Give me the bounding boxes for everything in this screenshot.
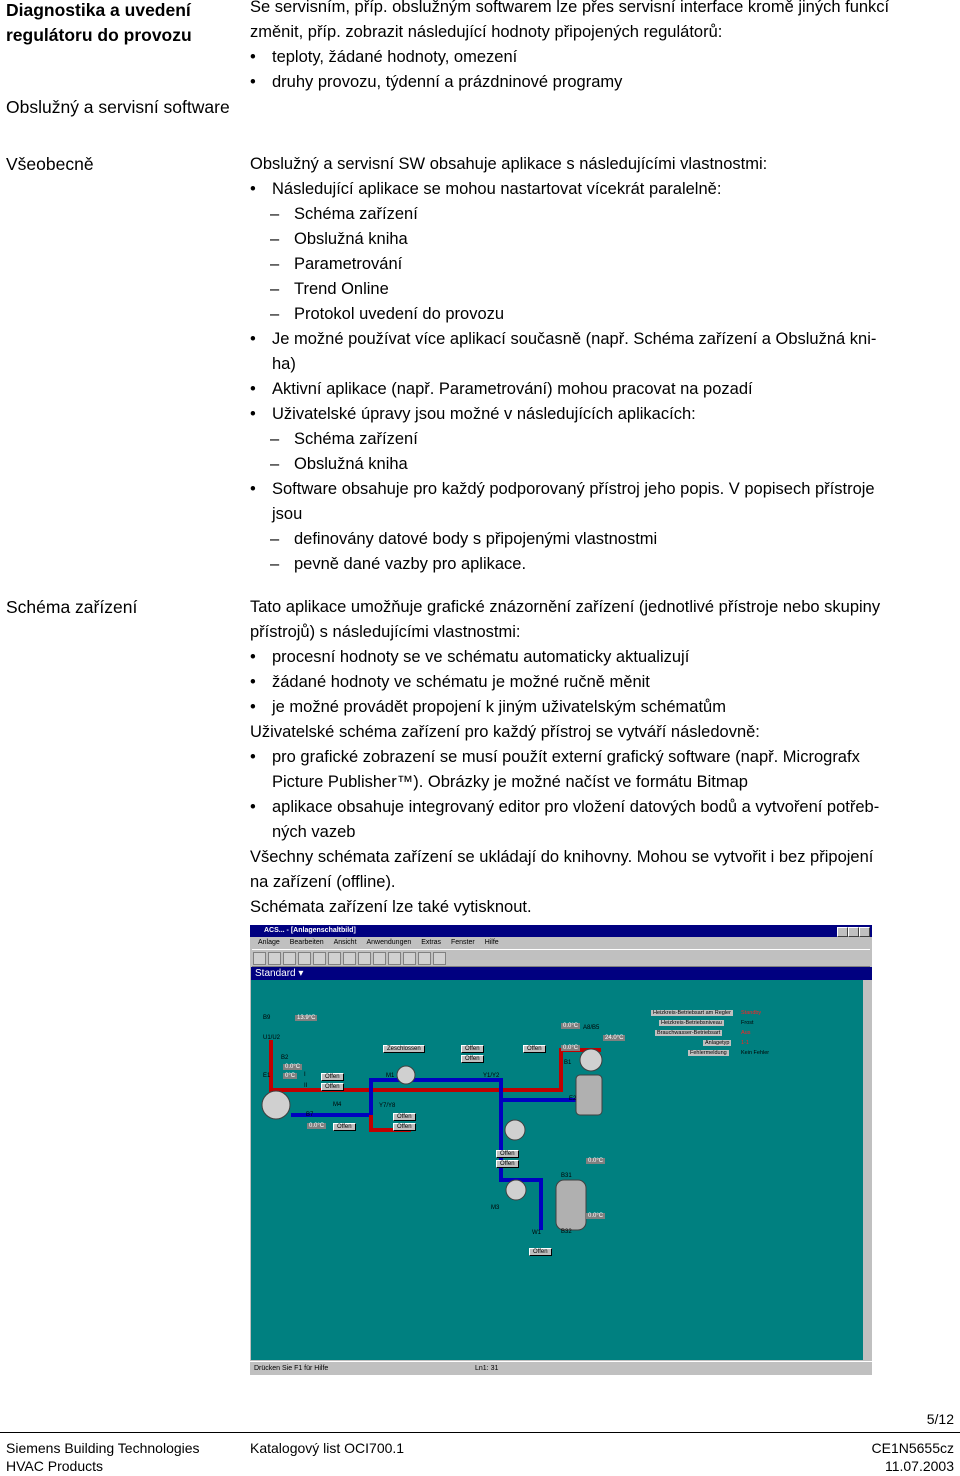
temperature-value: 24.0°C [605,1035,624,1041]
list-item: • je možné provádět propojení k jiným uživatelským schématům [250,695,955,720]
copy-icon[interactable] [328,952,341,965]
book-icon[interactable] [373,952,386,965]
sub-list-item: – Trend Online [250,277,955,302]
menu-item-anlage[interactable]: Anlage [258,939,280,946]
valve-state-button[interactable]: Offen [461,1055,484,1063]
paragraph: Tato aplikace umožňuje grafické znázornění zařízení (jednotlivé přístroje nebo skupiny [250,598,881,616]
sub-list-item: – definovány datové body s připojenými vlastnostmi [250,527,955,552]
sensor-label: E2 [569,1096,577,1102]
list-item: • žádané hodnoty ve schématu je možné ručně měnit [250,670,955,695]
sensor-label: E1 [263,1073,271,1079]
sensor-label: Y1/Y2 [483,1073,500,1079]
valve-state-button[interactable]: Offen [529,1248,552,1256]
window-title: ACS... - [Anlagenschaltbild] [264,927,356,934]
temperature-value: 0.0°C [588,1213,604,1219]
window-titlebar [250,925,872,937]
footer-company: Siemens Building Technologies [6,1440,200,1456]
pipe-diagram [251,980,863,1360]
valve-state-button[interactable]: Offen [496,1160,519,1168]
temperature-value: 0.0°C [563,1045,579,1051]
menu-bar [250,937,872,948]
pump-icon [580,1049,602,1071]
sensor-label: B1 [564,1060,572,1066]
sensor-label: II [304,1083,308,1089]
sub-list-item: – pevně dané vazby pro aplikace. [250,552,955,577]
sensor-label: B32 [561,1229,572,1235]
valve-state-button[interactable]: Offen [321,1083,344,1091]
status-value: Kein Fehler [741,1050,770,1056]
intro-line: změnit, příp. zobrazit následující hodnoty připojených regulátorů: [250,23,723,41]
sensor-label: I [304,1072,306,1078]
sub-list-item: – Parametrování [250,252,955,277]
sensor-label: W1 [532,1230,541,1236]
paragraph: Schémata zařízení lze také vytisknout. [250,898,532,916]
footer-catalog: Katalogový list OCI700.1 [250,1440,405,1456]
sub-list-item: – Protokol uvedení do provozu [250,302,955,327]
paragraph: Uživatelské schéma zařízení pro každý přístroj se vytváří následovně: [250,723,760,741]
storage-tank-icon [556,1180,586,1230]
menu-item-extras[interactable]: Extras [421,939,442,946]
open-icon[interactable] [268,952,281,965]
menu-item-anwendungen[interactable]: Anwendungen [366,939,412,946]
list-item: • Software obsahuje pro každý podporovaný přístroj jeho popis. V popisech přístroje [250,477,955,502]
paragraph: Obslužný a servisní SW obsahuje aplikace s následujícími vlastnostmi: [250,155,768,173]
valve-state-button[interactable]: Offen [496,1150,519,1158]
section-title-diagnostics: Diagnostika a uvedení regulátoru do provozu [6,0,192,45]
paste-icon[interactable] [343,952,356,965]
app-screenshot [250,925,872,1375]
status-label: Brauchwasser-Betriebsart [657,1030,721,1036]
temperature-value: 0.0°C [563,1023,579,1029]
dropdown-arrow-icon[interactable]: ▾ [298,968,304,979]
maximize-icon[interactable] [848,927,859,937]
valve-state-button[interactable]: Offen [333,1123,356,1131]
schema-icon[interactable] [358,952,371,965]
status-line: Ln1: 31 [475,1365,499,1372]
section-title-software: Obslužný a servisní software [6,97,230,117]
list-item-continuation: ha) [272,355,296,373]
new-icon[interactable] [253,952,266,965]
menu-item-bearbeiten[interactable]: Bearbeiten [289,939,324,946]
status-hint: Drücken Sie F1 für Hilfe [254,1365,329,1372]
sensor-label: M4 [333,1102,342,1108]
paragraph: Všechny schémata zařízení se ukládají do knihovny. Mohou se vytvořit i bez připojení [250,848,874,866]
boiler-icon [576,1075,602,1115]
intro-line: Se servisním, příp. obslužným softwarem lze přes servisní interface kromě jiných funkcí [250,0,890,16]
cut-icon[interactable] [313,952,326,965]
list-item: • Uživatelské úpravy jsou možné v následujících aplikacích: [250,402,955,427]
valve-state-button[interactable]: Zeschlossen [383,1045,425,1053]
sub-list-item: – Schéma zařízení [250,202,955,227]
list-item: • Je možné používat více aplikací současně (např. Schéma zařízení a Obslužná kni- [250,327,955,352]
general-block [250,152,955,577]
temperature-value: 13.9°C [297,1015,316,1021]
status-value: 1-1 [741,1040,749,1046]
paragraph: na zařízení (offline). [250,873,396,891]
menu-item-ansicht[interactable]: Ansicht [333,939,357,946]
toolbar [252,949,870,967]
status-label: Anlagetyp [705,1040,730,1046]
list-item-continuation: jsou [272,505,303,523]
protocol-icon[interactable] [418,952,431,965]
list-item: • teploty, žádané hodnoty, omezení [250,45,955,70]
sensor-label: B2 [281,1055,289,1061]
footer-divider [0,1432,960,1433]
sub-list-item: – Obslužná kniha [250,227,955,252]
list-item-continuation: ných vazeb [272,823,356,841]
temperature-value: 0.0°C [285,1064,301,1070]
status-value: Standby [741,1010,762,1016]
sensor-label: M3 [491,1205,500,1211]
status-value: Aus [741,1030,751,1036]
list-item-continuation: Picture Publisher™). Obrázky je možné načíst ve formátu Bitmap [272,773,748,791]
sub-list-item: – Obslužná kniha [250,452,955,477]
print-icon[interactable] [298,952,311,965]
temperature-value: 0.0°C [309,1123,325,1129]
sensor-label: B9 [263,1015,271,1021]
document-title: Standard [255,968,296,979]
sub-list-item: – Schéma zařízení [250,427,955,452]
page-number: 5/12 [926,1411,954,1427]
valve-state-button[interactable]: Offen [523,1045,546,1053]
valve-state-button[interactable]: Offen [393,1123,416,1131]
pump-icon [505,1120,525,1140]
sensor-label: Y7/Y8 [379,1103,396,1109]
section-label-general: Všeobecně [6,154,94,174]
status-label: Fehlermeldung [690,1050,727,1056]
status-label: Heizkreis-Betriebsniveau [661,1020,722,1026]
status-label: Heizkreis-Betriebsart am Regler [653,1010,731,1016]
list-item: • druhy provozu, týdenní a prázdninové programy [250,70,955,95]
document-titlebar [251,967,872,980]
list-item: • aplikace obsahuje integrovaný editor pro vložení datových bodů a vytvoření potřeb- [250,795,955,820]
sensor-label: B7 [306,1112,314,1118]
temperature-value: 0.0°C [588,1158,604,1164]
sensor-label: U1/U2 [263,1035,281,1041]
menu-item-fenster[interactable]: Fenster [451,939,475,946]
plant-schema-canvas [251,980,863,1360]
valve-state-button[interactable]: Offen [393,1113,416,1121]
paragraph: přístrojů) s následujícími vlastnostmi: [250,623,521,641]
footer-date: 11.07.2003 [884,1458,954,1474]
close-icon[interactable] [859,927,870,937]
section-label-schema: Schéma zařízení [6,597,138,617]
pump-icon [262,1091,290,1119]
sensor-label: A8/B5 [583,1025,600,1031]
save-icon[interactable] [283,952,296,965]
help-icon[interactable] [433,952,446,965]
list-item: • procesní hodnoty se ve schématu automaticky aktualizují [250,645,955,670]
list-item: • Aktivní aplikace (např. Parametrování) mohou pracovat na pozadí [250,377,955,402]
menu-item-hilfe[interactable]: Hilfe [484,939,499,946]
sensor-label: B31 [561,1173,572,1179]
pump-icon [506,1180,526,1200]
status-value: Frost [741,1020,754,1026]
valve-state-button[interactable]: Offen [321,1073,344,1081]
pump-icon [397,1066,415,1084]
list-item: • Následující aplikace se mohou nastartovat vícekrát paralelně: [250,177,955,202]
status-bar [250,1361,872,1375]
temperature-value: 0°C [285,1073,296,1079]
params-icon[interactable] [388,952,401,965]
schema-block [250,595,955,920]
trend-icon[interactable] [403,952,416,965]
intro-block [250,0,955,95]
valve-state-button[interactable]: Offen [461,1045,484,1053]
footer-doc-id: CE1N5655cz [871,1440,954,1456]
sensor-label: M1 [386,1073,395,1079]
footer-division: HVAC Products [6,1458,103,1474]
minimize-icon[interactable] [837,927,848,937]
list-item: • pro grafické zobrazení se musí použít externí grafický software (např. Micrografx [250,745,955,770]
